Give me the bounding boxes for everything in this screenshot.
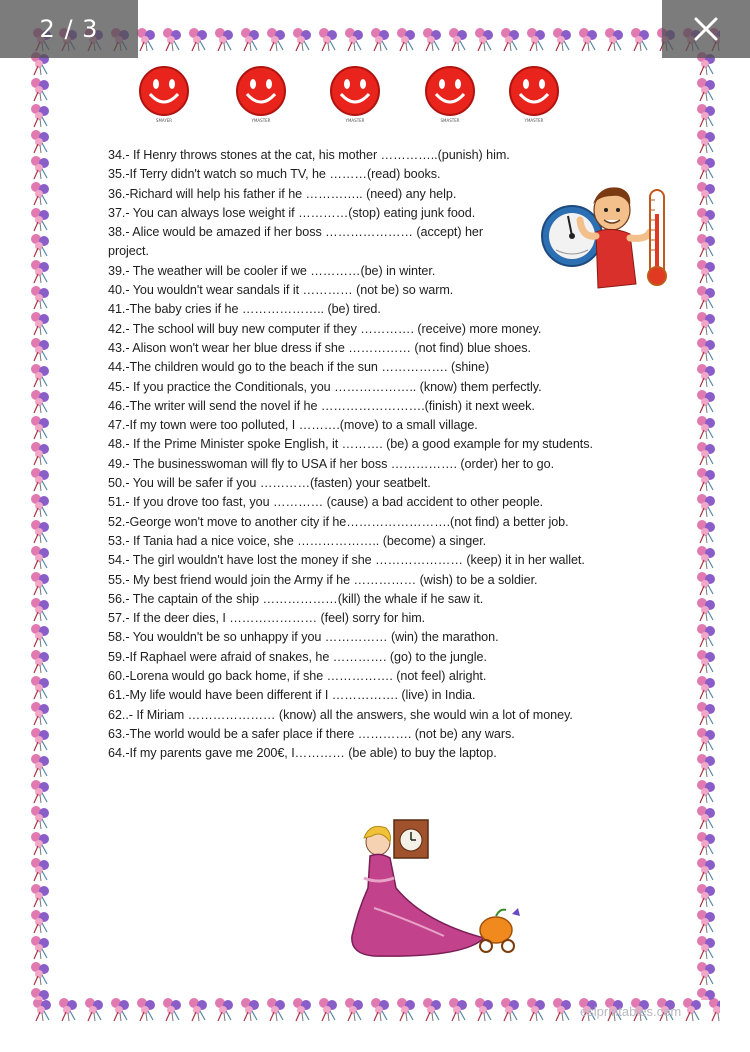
candy-icon (28, 76, 54, 102)
smiley-face-icon (233, 64, 289, 128)
smiley-caption: SMAYER (155, 118, 173, 123)
candy-icon (420, 996, 446, 1022)
sentence-item: 48.- If the Prime Minister spoke English, it ………. (be) a good example for my students. (108, 437, 593, 452)
candy-icon (160, 996, 186, 1022)
candy-icon (694, 934, 720, 960)
candy-icon (694, 232, 720, 258)
page-border-left (28, 50, 54, 1000)
candy-icon (420, 26, 446, 52)
sentence-item: 47.-If my town were too polluted, I ……….(move) to a small village. (108, 418, 478, 433)
sentence-item: 63.-The world would be a safer place if there …………. (not be) any wars. (108, 726, 515, 741)
sentence-item: 58.- You wouldn't be so unhappy if you …………… (win) the marathon. (108, 630, 499, 645)
candy-icon (28, 388, 54, 414)
candy-icon (394, 26, 420, 52)
candy-icon (368, 26, 394, 52)
sentence-item: 43.- Alison won't wear her blue dress if she …………… (not find) blue shoes. (108, 340, 531, 355)
candy-icon (498, 26, 524, 52)
sentence-item: 62..- If Miriam ………………… (know) all the answers, she would win a lot of money. (108, 707, 573, 722)
sentence-item: 52.-George won't move to another city if he…………………….(not find) a better job. (108, 514, 569, 529)
candy-icon (134, 996, 160, 1022)
sentence-item: 49.- The businesswoman will fly to USA if her boss ……………. (order) her to go. (108, 456, 555, 471)
sentence-item: 41.-The baby cries if he ……………….. (be) tired. (108, 302, 381, 317)
candy-icon (694, 154, 720, 180)
candy-icon (28, 362, 54, 388)
candy-icon (550, 996, 576, 1022)
candy-icon (28, 934, 54, 960)
sentence-item: 44.-The children would go to the beach if the sun ……………. (shine) (108, 360, 490, 375)
candy-icon (28, 492, 54, 518)
candy-icon (28, 596, 54, 622)
candy-icon (28, 128, 54, 154)
candy-icon (524, 26, 550, 52)
candy-icon (694, 752, 720, 778)
candy-icon (28, 206, 54, 232)
candy-icon (694, 908, 720, 934)
candy-icon (212, 996, 238, 1022)
sentence-item: 51.- If you drove too fast, you ………… (cause) a bad accident to other people. (108, 495, 544, 510)
candy-icon (28, 622, 54, 648)
sentence-item: 35.-If Terry didn't watch so much TV, he ………(read) books. (108, 167, 441, 182)
candy-icon (694, 362, 720, 388)
sentence-item: 42.- The school will buy new computer if they …………. (receive) more money. (108, 321, 542, 336)
sentence-item: 56.- The captain of the ship ………………(kill) the whale if he saw it. (108, 591, 484, 606)
sentence-item: 38.- Alice would be amazed if her boss ………………… (accept) her project. (108, 225, 484, 259)
candy-icon (28, 544, 54, 570)
smiley-caption: YMASTER (524, 118, 544, 123)
candy-icon (446, 26, 472, 52)
candy-icon (694, 674, 720, 700)
candy-icon (498, 996, 524, 1022)
candy-icon (694, 388, 720, 414)
candy-icon (28, 102, 54, 128)
candy-icon (238, 996, 264, 1022)
candy-icon (472, 26, 498, 52)
candy-icon (694, 830, 720, 856)
candy-icon (28, 830, 54, 856)
candy-icon (28, 570, 54, 596)
candy-icon (56, 996, 82, 1022)
candy-icon (694, 726, 720, 752)
candy-icon (602, 26, 628, 52)
candy-icon (316, 996, 342, 1022)
candy-icon (394, 996, 420, 1022)
sentence-item: 55.- My best friend would join the Army if he …………… (wish) to be a soldier. (108, 572, 538, 587)
candy-icon (264, 996, 290, 1022)
candy-icon (694, 648, 720, 674)
candy-icon (186, 26, 212, 52)
candy-icon (694, 102, 720, 128)
sentence-item: 53.- If Tania had a nice voice, she ……………….. (become) a singer. (108, 533, 487, 548)
smiley-caption: YMASTER (251, 118, 271, 123)
candy-icon (524, 996, 550, 1022)
candy-icon (28, 414, 54, 440)
close-button[interactable] (662, 0, 750, 58)
sentence-item: 60.-Lorena would go back home, if she ……………. (not feel) alright. (108, 669, 487, 684)
candy-icon (28, 700, 54, 726)
page-counter: 2 / 3 (0, 0, 138, 58)
page-border-right (694, 50, 720, 1000)
sentence-item: 34.- If Henry throws stones at the cat, his mother …………..(punish) him. (108, 148, 510, 162)
sentence-item: 45.- If you practice the Conditionals, you ……………….. (know) them perfectly. (108, 379, 542, 394)
sentence-item: 39.- The weather will be cooler if we …………(be) in winter. (108, 263, 436, 278)
candy-icon (694, 466, 720, 492)
smiley-face-icon (506, 64, 562, 128)
sentence-item: 37.- You can always lose weight if …………(stop) eating junk food. (108, 205, 476, 220)
candy-icon (28, 466, 54, 492)
candy-icon (694, 882, 720, 908)
sentence-item: 36.-Richard will help his father if he ………….. (need) any help. (108, 186, 457, 201)
candy-icon (160, 26, 186, 52)
candy-icon (28, 856, 54, 882)
candy-icon (576, 26, 602, 52)
candy-icon (694, 960, 720, 986)
sentence-item: 64.-If my parents gave me 200€, I………… (be able) to buy the laptop. (108, 746, 497, 761)
boy-thermometer-illustration (538, 180, 688, 306)
sentence-item: 46.-The writer will send the novel if he …………………….(finish) it next week. (108, 398, 535, 413)
candy-icon (694, 336, 720, 362)
candy-icon (342, 996, 368, 1022)
sentence-item: 50.- You will be safer if you …………(fasten) your seatbelt. (108, 476, 431, 491)
candy-icon (446, 996, 472, 1022)
candy-icon (472, 996, 498, 1022)
smiley-face-icon (327, 64, 383, 128)
candy-icon (694, 258, 720, 284)
sentence-item: 57.- If the deer dies, I ………………… (feel) sorry for him. (108, 611, 426, 626)
candy-icon (28, 232, 54, 258)
candy-icon (290, 996, 316, 1022)
sentence-item: 40.- You wouldn't wear sandals if it ………… (not be) so warm. (108, 283, 454, 298)
candy-icon (28, 180, 54, 206)
smiley-face-icon (422, 64, 478, 128)
candy-icon (694, 778, 720, 804)
smiley-row (130, 64, 570, 128)
candy-icon (28, 258, 54, 284)
candy-icon (694, 206, 720, 232)
candy-icon (694, 804, 720, 830)
candy-icon (28, 882, 54, 908)
candy-icon (28, 752, 54, 778)
candy-icon (694, 76, 720, 102)
candy-icon (28, 154, 54, 180)
smiley-caption: YMASTER (345, 118, 365, 123)
candy-icon (28, 336, 54, 362)
candy-icon (28, 908, 54, 934)
candy-icon (694, 310, 720, 336)
candy-icon (28, 778, 54, 804)
candy-icon (28, 960, 54, 986)
sentence-item: 61.-My life would have been different if I ……………. (live) in India. (108, 688, 476, 703)
candy-icon (28, 674, 54, 700)
candy-icon (694, 414, 720, 440)
candy-icon (550, 26, 576, 52)
candy-icon (368, 996, 394, 1022)
candy-icon (694, 856, 720, 882)
candy-icon (28, 310, 54, 336)
watermark: eslprintables.com (580, 1004, 682, 1019)
candy-icon (694, 544, 720, 570)
candy-icon (108, 996, 134, 1022)
candy-icon (694, 128, 720, 154)
candy-icon (28, 284, 54, 310)
candy-icon (628, 26, 654, 52)
candy-icon (342, 26, 368, 52)
candy-icon (694, 700, 720, 726)
candy-icon (694, 440, 720, 466)
candy-icon (28, 804, 54, 830)
sentence-item: 54.- The girl wouldn't have lost the money if she ………………… (keep) it in her wallet. (108, 553, 585, 568)
candy-icon (82, 996, 108, 1022)
candy-icon (316, 26, 342, 52)
candy-icon (694, 622, 720, 648)
smiley-face-icon (136, 64, 192, 128)
candy-icon (28, 726, 54, 752)
close-icon[interactable] (691, 14, 721, 44)
candy-icon (212, 26, 238, 52)
candy-icon (694, 986, 720, 1000)
princess-clock-illustration (344, 818, 524, 960)
candy-icon (238, 26, 264, 52)
candy-icon (28, 648, 54, 674)
candy-icon (186, 996, 212, 1022)
candy-icon (694, 284, 720, 310)
candy-icon (694, 596, 720, 622)
smiley-caption: SMASTER (440, 118, 460, 123)
candy-icon (694, 180, 720, 206)
candy-icon (694, 570, 720, 596)
candy-icon (694, 518, 720, 544)
candy-icon (28, 440, 54, 466)
candy-icon (264, 26, 290, 52)
candy-icon (28, 518, 54, 544)
candy-icon (28, 986, 54, 1000)
candy-icon (290, 26, 316, 52)
sentence-item: 59.-If Raphael were afraid of snakes, he …………. (go) to the jungle. (108, 649, 487, 664)
candy-icon (694, 492, 720, 518)
